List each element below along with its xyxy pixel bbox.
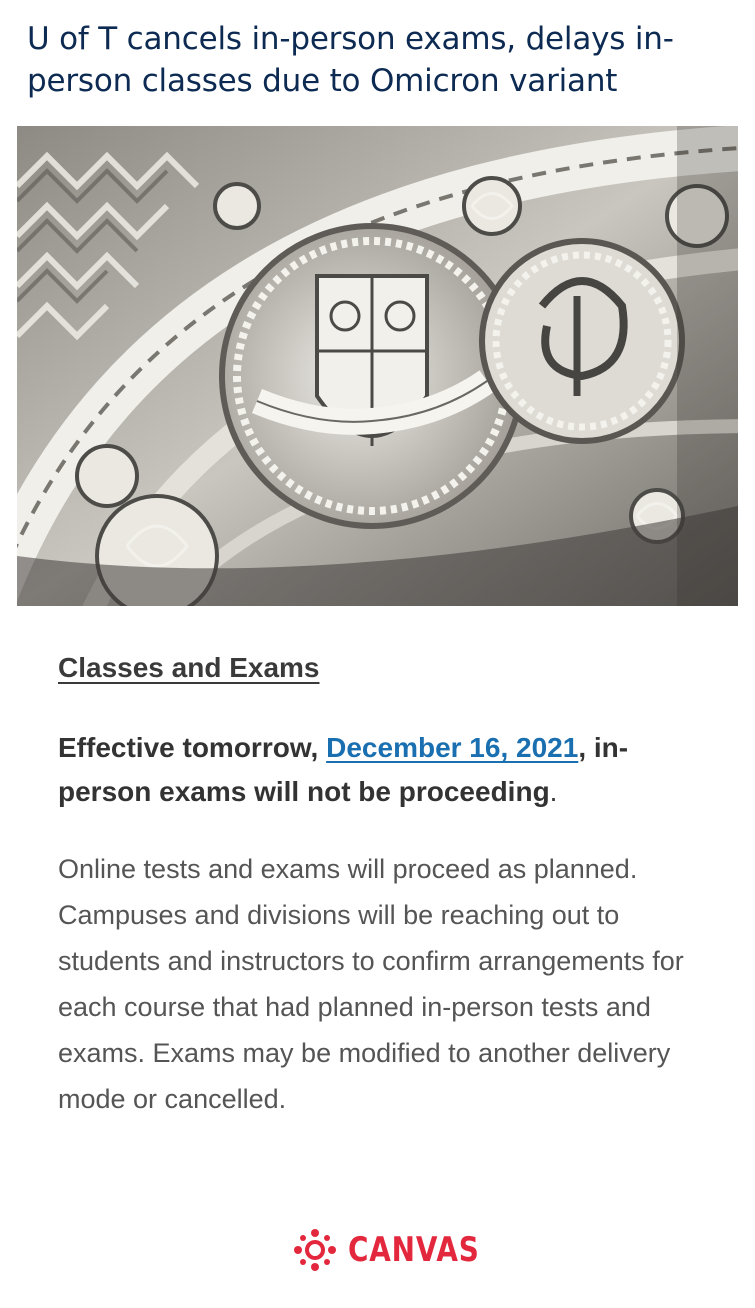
date-link[interactable]: December 16, 2021: [326, 732, 579, 763]
article-headline: U of T cancels in-person exams, delays in-person classes due to Omicron variant: [27, 21, 674, 99]
lead-period: .: [549, 776, 558, 807]
lead-paragraph: [58, 726, 708, 814]
article-body: [58, 648, 708, 1122]
canvas-logo-text: CANVAS: [348, 1230, 480, 1270]
canvas-logo: [292, 1225, 509, 1275]
section-heading: Classes and Exams: [58, 652, 320, 683]
lead-text-before: Effective tomorrow,: [58, 732, 327, 763]
canvas-logo-icon: [292, 1227, 338, 1273]
body-paragraph: Online tests and exams will proceed as planned. Campuses and divisions will be reaching out to students and instructors to confirm arrangements for each course that had planned in-person tests and exams. Exams may be modified to another delivery mode or cancelled.: [58, 854, 684, 1114]
lead-text-after: , in-person exams will not be proceeding: [58, 732, 629, 807]
stone-carving-photo: [17, 126, 738, 606]
